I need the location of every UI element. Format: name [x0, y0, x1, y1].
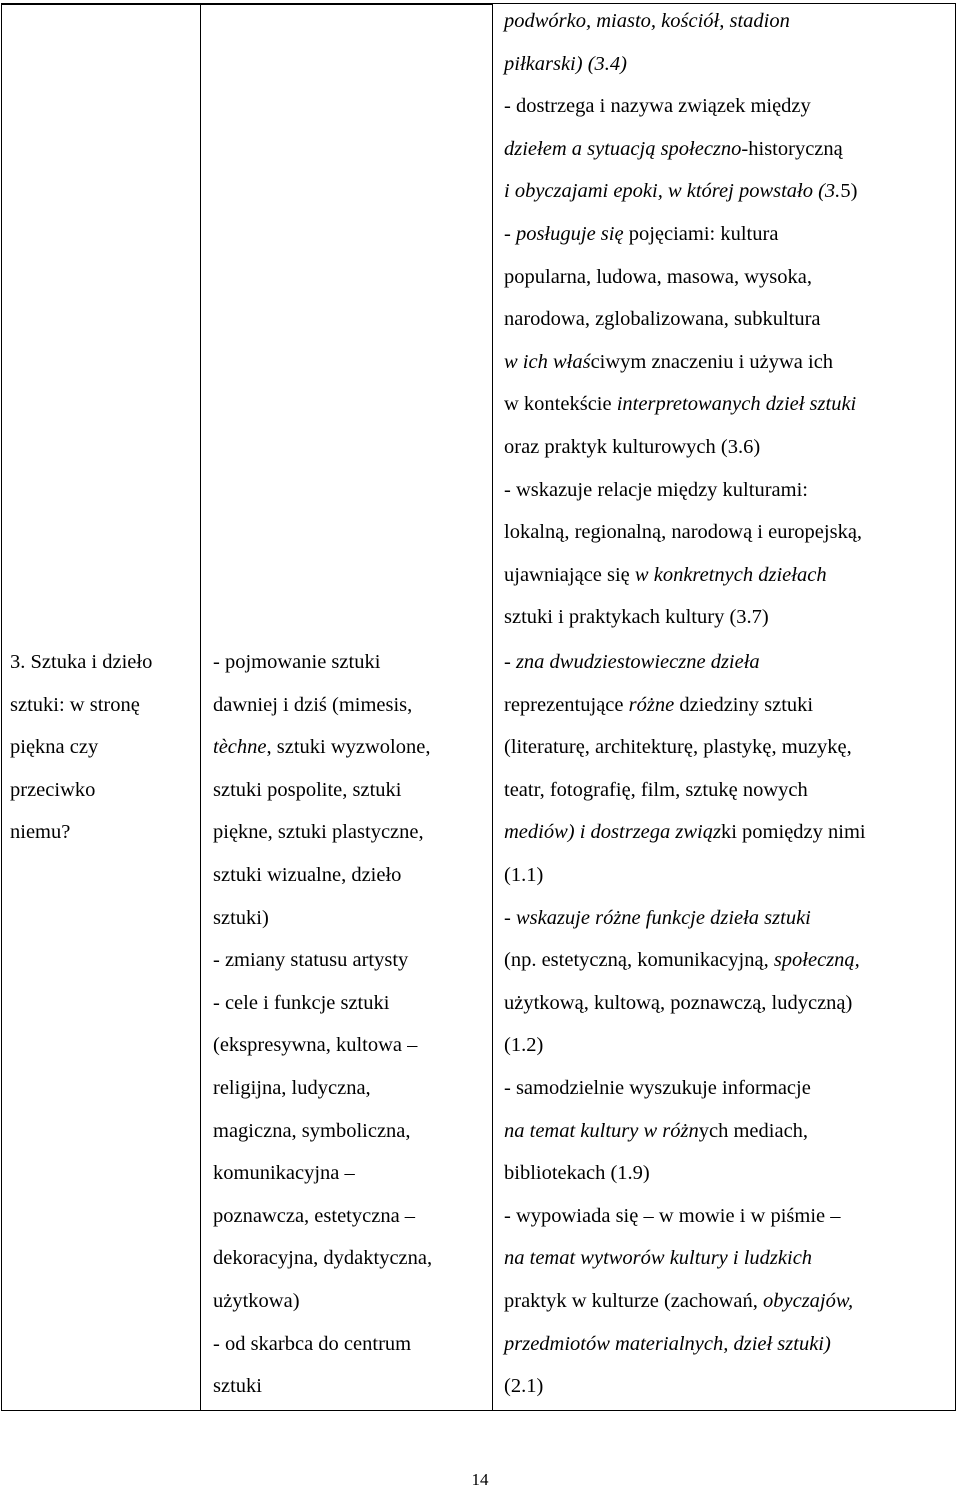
- content-line: tèchne, sztuki wyzwolone,: [213, 736, 431, 759]
- content-line: sztuki pospolite, sztuki: [213, 778, 402, 801]
- outcome-line: lokalną, regionalną, narodową i europejską,: [504, 521, 863, 544]
- title-line: sztuki: w stronę: [10, 693, 140, 716]
- content-line: sztuki: [213, 1375, 262, 1398]
- section-content: [213, 641, 432, 1408]
- column-divider-1: [200, 4, 201, 1410]
- outcome-line: (1.1): [504, 863, 544, 886]
- content-line: dekoracyjna, dydaktyczna,: [213, 1247, 433, 1270]
- outcome-line: - zna dwudziestowieczne dzieła: [504, 651, 760, 673]
- learning-outcomes: [504, 641, 866, 1408]
- content-line: piękne, sztuki plastyczne,: [213, 821, 424, 844]
- content-table: [1, 3, 956, 1411]
- content-line: sztuki): [213, 906, 269, 929]
- row-divider-top: [2, 4, 492, 5]
- outcome-line: mediów) i dostrzega związki pomiędzy nimi: [504, 821, 866, 844]
- content-line: - zmiany statusu artysty: [213, 949, 409, 972]
- outcome-line: piłkarski) (3.4): [504, 52, 627, 75]
- content-line: (ekspresywna, kultowa –: [213, 1034, 418, 1057]
- content-line: dawniej i dziś (mimesis,: [213, 693, 413, 716]
- outcome-line: w ich właściwym znaczeniu i używa ich: [504, 350, 834, 373]
- outcome-line: podwórko, miasto, kościół, stadion: [504, 10, 790, 32]
- title-line: niemu?: [10, 821, 71, 844]
- content-line: sztuki wizualne, dzieło: [213, 863, 402, 886]
- content-line: religijna, ludyczna,: [213, 1076, 371, 1099]
- content-line: magiczna, symboliczna,: [213, 1119, 411, 1142]
- outcome-line: sztuki i praktykach kultury (3.7): [504, 606, 769, 629]
- outcome-line: narodowa, zglobalizowana, subkultura: [504, 308, 821, 331]
- title-line: przeciwko: [10, 778, 96, 801]
- outcome-line: dziełem a sytuacją społeczno-historyczną: [504, 137, 843, 160]
- outcome-line: użytkową, kultową, poznawczą, ludyczną): [504, 991, 853, 1014]
- outcome-line: - wypowiada się – w mowie i w piśmie –: [504, 1204, 841, 1227]
- outcome-line: przedmiotów materialnych, dzieł sztuki): [504, 1332, 831, 1355]
- outcome-line: - wskazuje relacje między kulturami:: [504, 478, 808, 501]
- title-line: piękna czy: [10, 736, 99, 759]
- outcome-line: (np. estetyczną, komunikacyjną, społeczną,: [504, 949, 860, 972]
- outcome-line: teatr, fotografię, film, sztukę nowych: [504, 778, 808, 801]
- outcome-line: bibliotekach (1.9): [504, 1162, 650, 1185]
- outcome-line: na temat kultury w różnych mediach,: [504, 1119, 809, 1142]
- outcome-line: (1.2): [504, 1034, 544, 1057]
- outcome-line: - posługuje się pojęciami: kultura: [504, 222, 779, 245]
- outcome-line: popularna, ludowa, masowa, wysoka,: [504, 265, 813, 288]
- outcome-line: i obyczajami epoki, w której powstało (3.5): [504, 180, 858, 203]
- learning-outcomes-continued: [504, 0, 862, 639]
- outcome-line: (2.1): [504, 1375, 544, 1398]
- outcome-line: na temat wytworów kultury i ludzkich: [504, 1247, 813, 1270]
- column-divider-2: [492, 4, 493, 1410]
- page-number: 14: [471, 1470, 489, 1489]
- content-line: - pojmowanie sztuki: [213, 651, 381, 673]
- outcome-line: ujawniające się w konkretnych dziełach: [504, 563, 827, 586]
- content-line: użytkowa): [213, 1289, 300, 1312]
- outcome-line: (literaturę, architekturę, plastykę, muzykę,: [504, 736, 852, 759]
- section-title: [10, 641, 152, 854]
- content-line: komunikacyjna –: [213, 1162, 355, 1185]
- outcome-line: w kontekście interpretowanych dzieł sztuki: [504, 393, 857, 416]
- outcome-line: oraz praktyk kulturowych (3.6): [504, 435, 761, 458]
- outcome-line: - wskazuje różne funkcje dzieła sztuki: [504, 906, 811, 929]
- outcome-line: - dostrzega i nazywa związek między: [504, 95, 811, 118]
- outcome-line: - samodzielnie wyszukuje informacje: [504, 1076, 811, 1099]
- content-line: - cele i funkcje sztuki: [213, 991, 390, 1014]
- title-line: 3. Sztuka i dzieło: [10, 651, 153, 673]
- content-line: poznawcza, estetyczna –: [213, 1204, 416, 1227]
- outcome-line: reprezentujące różne dziedziny sztuki: [504, 693, 814, 716]
- outcome-line: praktyk w kulturze (zachowań, obyczajów,: [504, 1289, 854, 1312]
- content-line: - od skarbca do centrum: [213, 1332, 412, 1355]
